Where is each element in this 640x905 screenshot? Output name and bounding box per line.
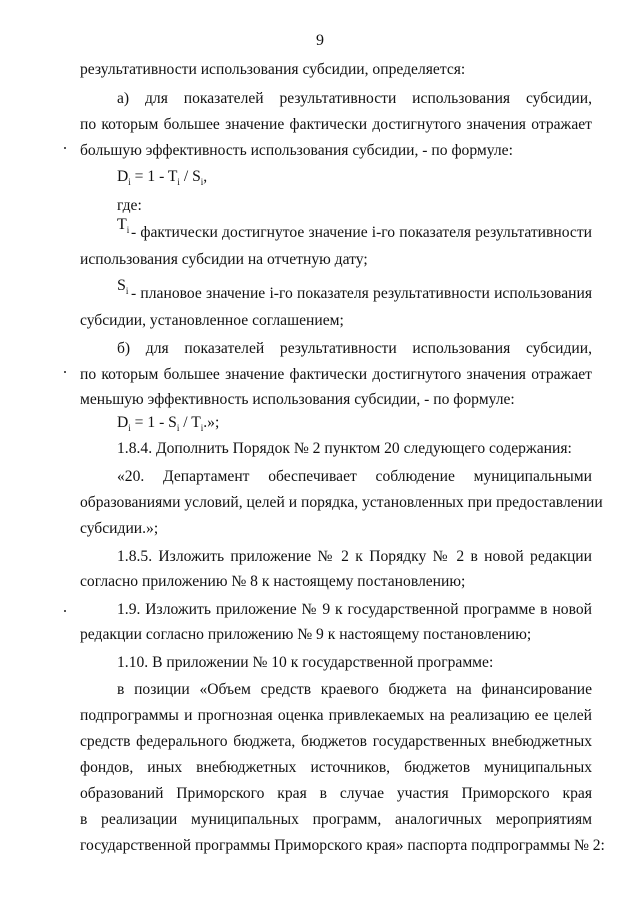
text-line: большую эффективность использования субсидии, - по формуле:	[80, 142, 513, 159]
formula-1: $D_i = 1 - T_i / S_i$,	[117, 168, 208, 188]
symbol-t: $T_i$	[117, 216, 130, 236]
text-line: по которым большее значение фактически достигнутого значения отражает	[80, 366, 592, 383]
scan-mark	[64, 371, 66, 373]
text-line: 1.8.4. Дополнить Порядок № 2 пунктом 20 следующего содержания:	[117, 440, 572, 457]
text-line: результативности использования субсидии, определяется:	[80, 61, 466, 78]
text-line: в реализации муниципальных программ, аналогичных мероприятиям	[80, 811, 592, 828]
text-line: образованиями условий, целей и порядка, установленных при предоставлении	[80, 494, 603, 511]
text-line: 1.9. Изложить приложение № 9 к государственной программе в новой	[117, 601, 592, 618]
symbol-s: $S_i$	[117, 277, 129, 297]
text-line: редакции согласно приложению № 9 к настоящему постановлению;	[80, 626, 532, 643]
text-line: использования субсидии на отчетную дату;	[80, 251, 368, 268]
text-line: согласно приложению № 8 к настоящему постановлению;	[80, 573, 466, 590]
text-line: - плановое значение i-го показателя результативности использования	[131, 285, 592, 302]
text-line: 1.8.5. Изложить приложение № 2 к Порядку № 2 в новой редакции	[117, 548, 592, 565]
text-line: субсидии.»;	[80, 520, 159, 537]
text-line: средств федерального бюджета, бюджетов государственных внебюджетных	[80, 733, 592, 750]
formula-2: $D_i = 1 - S_i / T_i$.»;	[117, 414, 220, 434]
text-line: образований Приморского края в случае участия Приморского края	[80, 785, 592, 802]
text-line: субсидии, установленное соглашением;	[80, 312, 344, 329]
text-line: государственной программы Приморского края» паспорта подпрограммы № 2:	[80, 837, 605, 854]
text-line: «20. Департамент обеспечивает соблюдение муниципальными	[117, 468, 592, 485]
text-line: меньшую эффективность использования субсидии, - по формуле:	[80, 391, 515, 408]
text-line: а) для показателей результативности использования субсидии,	[117, 90, 592, 107]
text-line: б) для показателей результативности использования субсидии,	[117, 340, 592, 357]
text-line: по которым большее значение фактически достигнутого значения отражает	[80, 116, 592, 133]
scan-mark	[64, 147, 66, 149]
text-line: подпрограммы и прогнозная оценка привлекаемых на реализацию ее целей	[80, 707, 592, 724]
page-number: 9	[316, 32, 324, 49]
text-line: фондов, иных внебюджетных источников, бюджетов муниципальных	[80, 759, 592, 776]
text-line: - фактически достигнутое значение i-го показателя результативности	[131, 224, 592, 241]
text-line: где:	[117, 197, 142, 214]
text-line: 1.10. В приложении № 10 к государственной программе:	[117, 654, 494, 671]
scan-mark	[64, 610, 66, 612]
text-line: в позиции «Объем средств краевого бюджета на финансирование	[117, 681, 592, 698]
